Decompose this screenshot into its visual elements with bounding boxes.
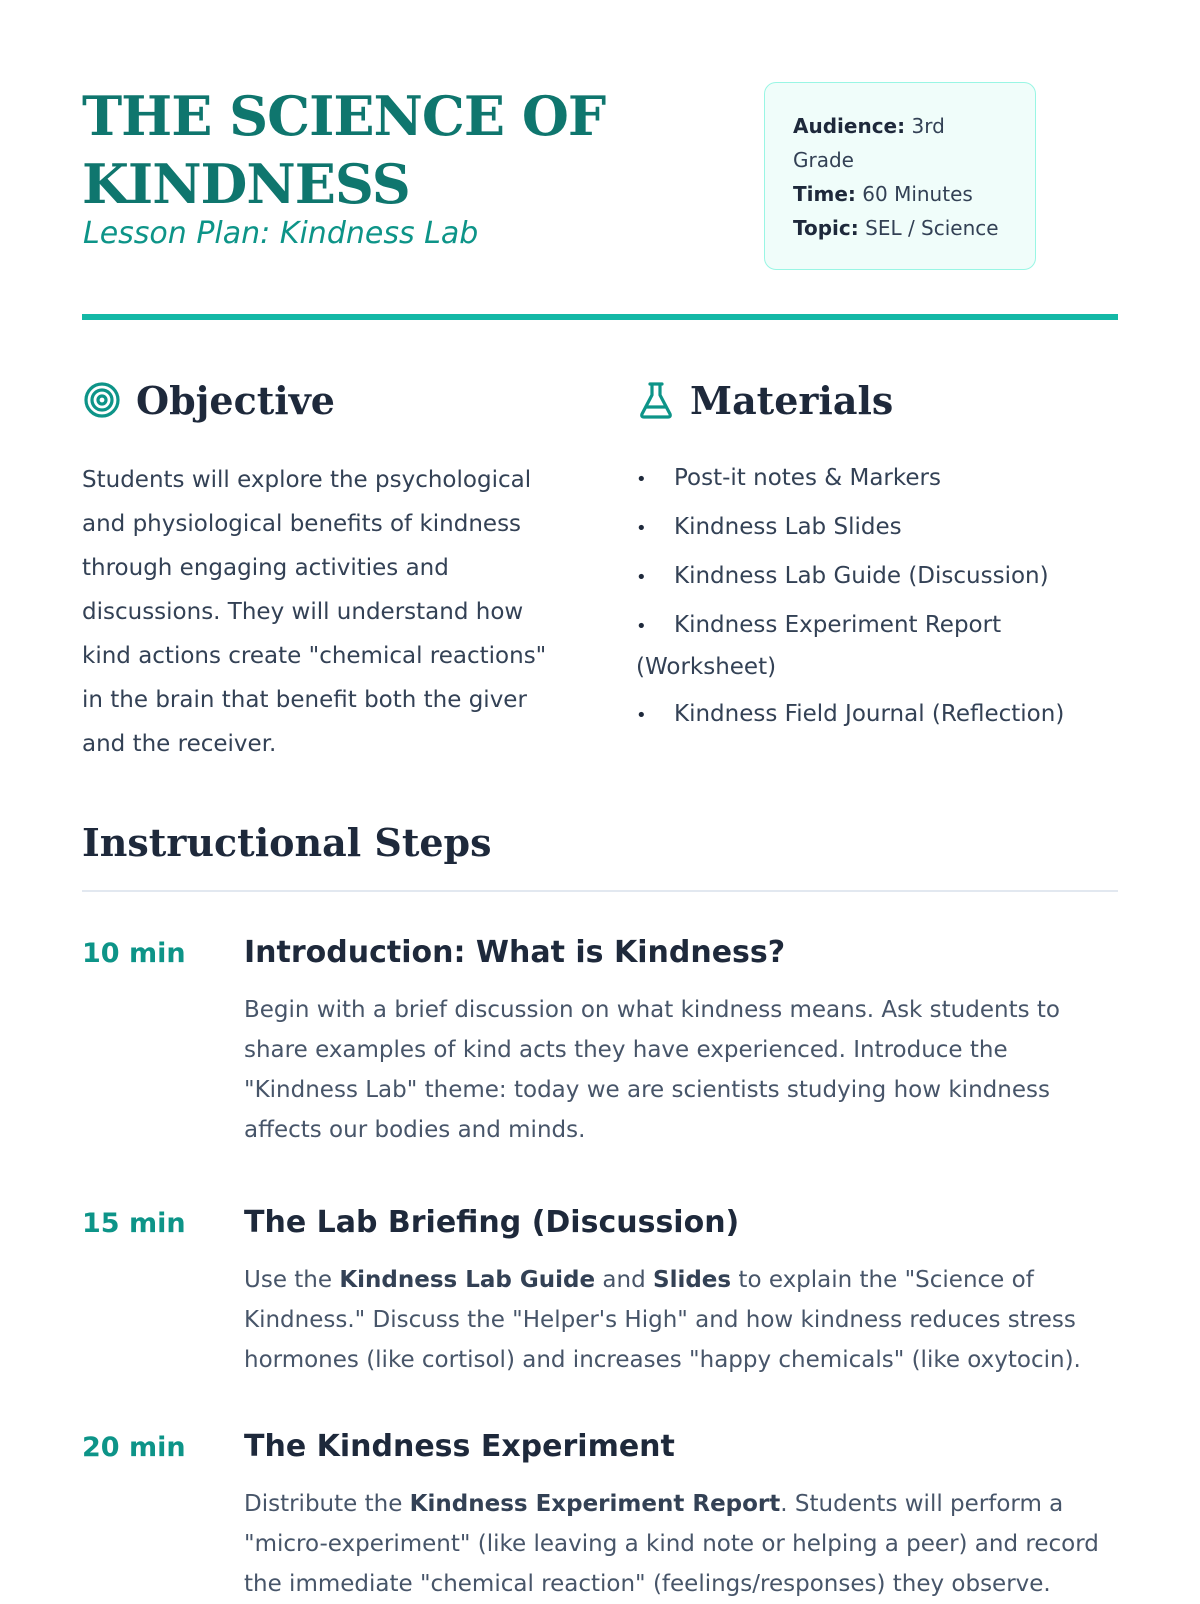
materials-section: [636, 370, 1116, 743]
materials-list: [636, 458, 1116, 736]
material-label: Kindness Field Journal (Reflection): [674, 701, 1065, 727]
target-icon: [82, 380, 122, 420]
step-description: Begin with a brief discussion on what kindness means. Ask students to share examples of kind acts they have experienced. Introduce the "Kindness Lab" theme: today we are scientists studying how kindness affects our bodies and minds.: [244, 997, 1060, 1143]
title-line-2: KINDNESS: [82, 152, 410, 216]
list-item: [636, 507, 1116, 549]
audience-value: 3rd Grade: [793, 114, 945, 172]
step-title: The Lab Briefing (Discussion): [244, 1205, 740, 1240]
title-line-1: THE SCIENCE OF: [82, 84, 606, 148]
step-title: The Kindness Experiment: [244, 1429, 675, 1464]
topic-line: [793, 211, 1007, 245]
step-text: and: [595, 1267, 654, 1293]
step-text: . Students will perform a "micro-experiment" (like leaving a kind note or helping a peer) and record the immediate "chemical reaction" (feelings/responses) they observe.: [244, 1491, 1099, 1597]
audience-line: [793, 109, 1007, 177]
material-label: Kindness Lab Guide (Discussion): [674, 563, 1049, 589]
list-item: [636, 605, 1116, 687]
list-item: [636, 556, 1116, 598]
step-text: Use the: [244, 1267, 340, 1293]
steps-heading: Instructional Steps: [82, 820, 492, 865]
step-title: Introduction: What is Kindness?: [244, 935, 786, 970]
materials-header: [636, 370, 1116, 430]
objective-section: [82, 370, 562, 766]
material-label: Kindness Experiment Report (Worksheet): [636, 612, 1002, 680]
header-divider: [82, 314, 1118, 320]
topic-label: Topic:: [793, 216, 859, 240]
step-item: [82, 1422, 1118, 1604]
time-label: Time:: [793, 182, 856, 206]
step-text: to explain the "Science of Kindness." Discuss the "Helper's High" and how kindness reduces stress hormones (like cortisol) and increases "happy chemicals" (like oxytocin).: [244, 1267, 1081, 1373]
materials-heading: Materials: [690, 377, 894, 423]
header: [82, 0, 1118, 320]
bullet-icon: •: [636, 567, 647, 588]
step-emphasis: Slides: [653, 1267, 732, 1293]
lesson-meta-box: [764, 82, 1036, 270]
list-item: [636, 458, 1116, 500]
step-duration: 15 min: [82, 1208, 186, 1239]
audience-label: Audience:: [793, 114, 906, 138]
steps-divider: [82, 890, 1118, 892]
step-text: Distribute the: [244, 1491, 410, 1517]
step-item: [82, 928, 1118, 1150]
bullet-icon: •: [636, 518, 647, 539]
step-emphasis: Kindness Lab Guide: [339, 1267, 596, 1293]
step-emphasis: Kindness Experiment Report: [409, 1491, 781, 1517]
page-title: [82, 82, 642, 218]
bullet-icon: •: [636, 705, 647, 726]
flask-icon: [636, 380, 676, 420]
page-subtitle: Lesson Plan: Kindness Lab: [83, 216, 479, 251]
time-line: [793, 177, 1007, 211]
instructional-steps-section: [82, 820, 1118, 1604]
step-description: [244, 1484, 1118, 1604]
material-label: Post-it notes & Markers: [674, 465, 941, 491]
overview-columns: [82, 370, 1118, 770]
time-value: 60 Minutes: [862, 182, 973, 206]
objective-heading: Objective: [136, 377, 335, 423]
step-description: [244, 1260, 1118, 1380]
step-duration: 20 min: [82, 1432, 186, 1463]
material-label: Kindness Lab Slides: [674, 514, 902, 540]
step-item: [82, 1198, 1118, 1380]
objective-text: Students will explore the psychological and physiological benefits of kindness through engaging activities and discussions. They will understand how kind actions create "chemical reactions" in the brain that benefit both the giver and the receiver.: [82, 467, 547, 757]
bullet-icon: •: [636, 616, 647, 637]
objective-header: [82, 370, 562, 430]
topic-value: SEL / Science: [865, 216, 999, 240]
step-duration: 10 min: [82, 938, 186, 969]
bullet-icon: •: [636, 469, 647, 490]
list-item: [636, 694, 1116, 736]
